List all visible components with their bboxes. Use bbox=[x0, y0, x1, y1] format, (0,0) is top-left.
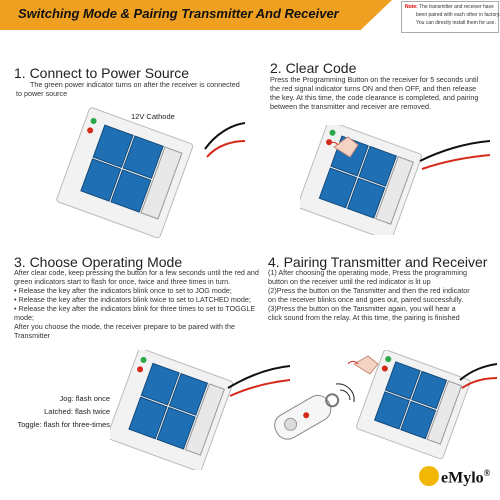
note-tag: Note: bbox=[405, 4, 418, 10]
note-line-2: been paired with each other in factory. bbox=[416, 12, 500, 18]
brand-name: eMylo® bbox=[441, 468, 491, 487]
step-3-text: After clear code, keep pressing the button for a few seconds until the red and green indicators start to flash for once, twice and three times in turn. • Release the key after the indicators blink once to set to JOG mode; • Release the key after the indicators blink twice to set to LATCHED mode; • Release the key after the indicators blink for three times to set to TOGGLE mode; After you choose the mode, the receiver prepare to be paired with the Transmitter bbox=[14, 268, 259, 340]
legend-jog: Jog: flash once bbox=[59, 394, 110, 403]
step-1-text: The green power indicator turns on after the receiver is connected to power source bbox=[16, 80, 240, 98]
legend-toggle: Toggle: flash for three-times bbox=[17, 420, 110, 429]
legend-latched: Latched: flash twice bbox=[44, 407, 110, 416]
factory-note bbox=[401, 1, 499, 33]
step-1-title: 1. Connect to Power Source bbox=[14, 65, 190, 81]
receiver-board-icon bbox=[55, 105, 245, 245]
page-title: Switching Mode & Pairing Transmitter And Receiver bbox=[18, 6, 339, 21]
pairing-illustration bbox=[262, 350, 497, 460]
hand-pointer-icon-2 bbox=[348, 356, 378, 374]
step-2-title: 2. Clear Code bbox=[270, 60, 357, 76]
receiver-board-icon-2 bbox=[300, 125, 490, 235]
note-line-1: The transmitter and receiver have bbox=[419, 4, 494, 10]
remote-control-icon bbox=[270, 386, 344, 444]
step-4-title: 4. Pairing Transmitter and Receiver bbox=[268, 254, 488, 270]
emylo-logo-icon bbox=[419, 466, 439, 486]
cathode-label: 12V Cathode bbox=[131, 112, 175, 121]
note-line-3: You can directly install them for use. bbox=[416, 20, 496, 26]
step-3-title: 3. Choose Operating Mode bbox=[14, 254, 183, 270]
step-2-text: Press the Programming Button on the receiver for 5 seconds until the red signal indicator turns ON and then OFF, and then release the key. At this time, the code clearance is completed, and pairing between the transmitter and receiver are removed. bbox=[270, 75, 479, 111]
step-4-text: (1) After choosing the operating mode, Press the programming button on the receiver until the red indicator is lit up (2)Press the button on the Tansmitter and then the red indicator on the receiver blinks once and goes out, paired successfully. (3)Press the button on the Tansmitter again, you will hear a click sound from the relay. At this time, the pairing is finished bbox=[268, 268, 470, 322]
